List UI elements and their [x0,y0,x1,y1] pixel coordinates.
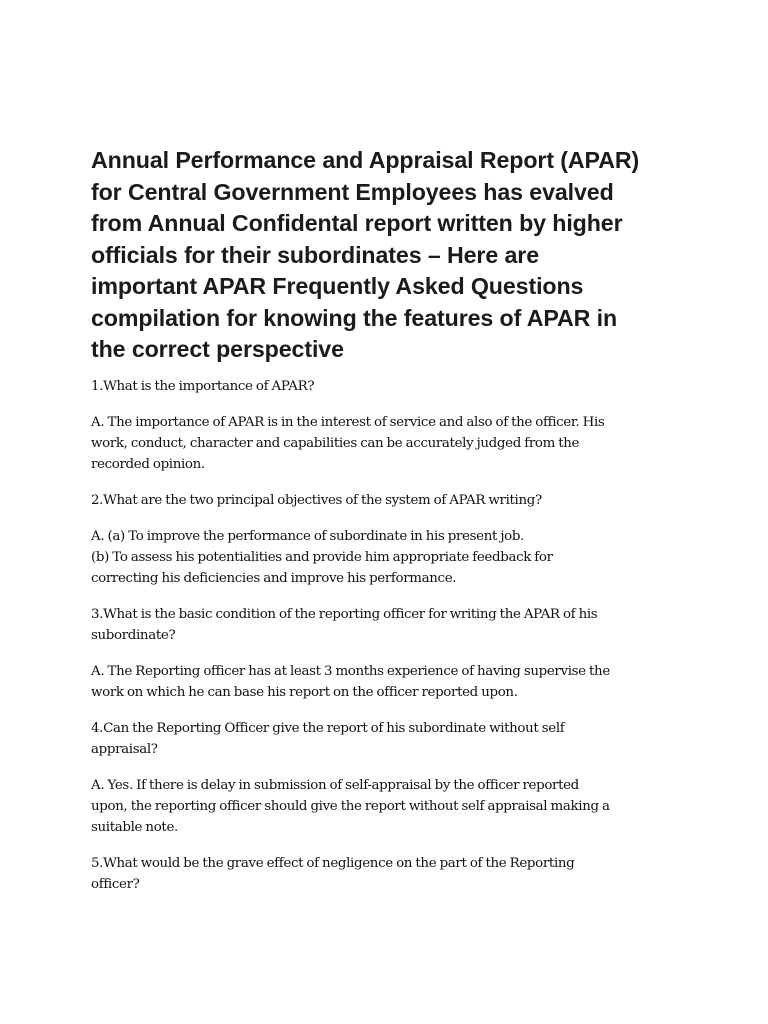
text-line: correcting his deficiencies and improve his performance. [91,570,457,586]
answer-1 [91,412,691,475]
text-line: appraisal? [91,741,158,757]
text-line: work on which he can base his report on the officer reported upon. [91,684,518,700]
text-line: A. The Reporting officer has at least 3 months experience of having supervise the [91,663,610,679]
text-line: upon, the reporting officer should give the report without self appraisal making a [91,798,610,814]
text-line: work, conduct, character and capabilities can be accurately judged from the [91,435,580,451]
text-line: 1.What is the importance of APAR? [91,378,315,394]
text-line: 4.Can the Reporting Officer give the report of his subordinate without self [91,720,565,736]
document-content [91,145,691,910]
answer-3 [91,661,691,703]
question-1 [91,376,691,397]
title-line: from Annual Confidental report written by higher [91,210,623,236]
title-line: important APAR Frequently Asked Questions [91,273,584,299]
text-line: 3.What is the basic condition of the reporting officer for writing the APAR of his [91,606,598,622]
text-line: officer? [91,876,140,892]
page-title [91,145,691,366]
title-line: officials for their subordinates – Here are [91,241,539,268]
text-line: recorded opinion. [91,456,205,472]
title-line: the correct perspective [91,336,344,362]
question-5 [91,853,691,895]
answer-4 [91,775,691,838]
question-4 [91,718,691,760]
text-line: 5.What would be the grave effect of negligence on the part of the Reporting [91,855,575,871]
text-line: (b) To assess his potentialities and provide him appropriate feedback for [91,549,553,565]
text-line: subordinate? [91,627,176,643]
question-2 [91,490,691,511]
title-line: Annual Performance and Appraisal Report (APAR) [91,147,640,173]
text-line: A. The importance of APAR is in the interest of service and also of the officer. His [91,414,605,430]
answer-2 [91,526,691,589]
question-3 [91,604,691,646]
text-line: suitable note. [91,819,178,835]
text-line: A. Yes. If there is delay in submission of self-appraisal by the officer reported [91,777,579,793]
text-line: A. (a) To improve the performance of subordinate in his present job. [91,528,524,544]
text-line: 2.What are the two principal objectives of the system of APAR writing? [91,492,542,508]
title-line: compilation for knowing the features of APAR in [91,304,618,331]
title-line: for Central Government Employees has evalved [91,178,614,205]
